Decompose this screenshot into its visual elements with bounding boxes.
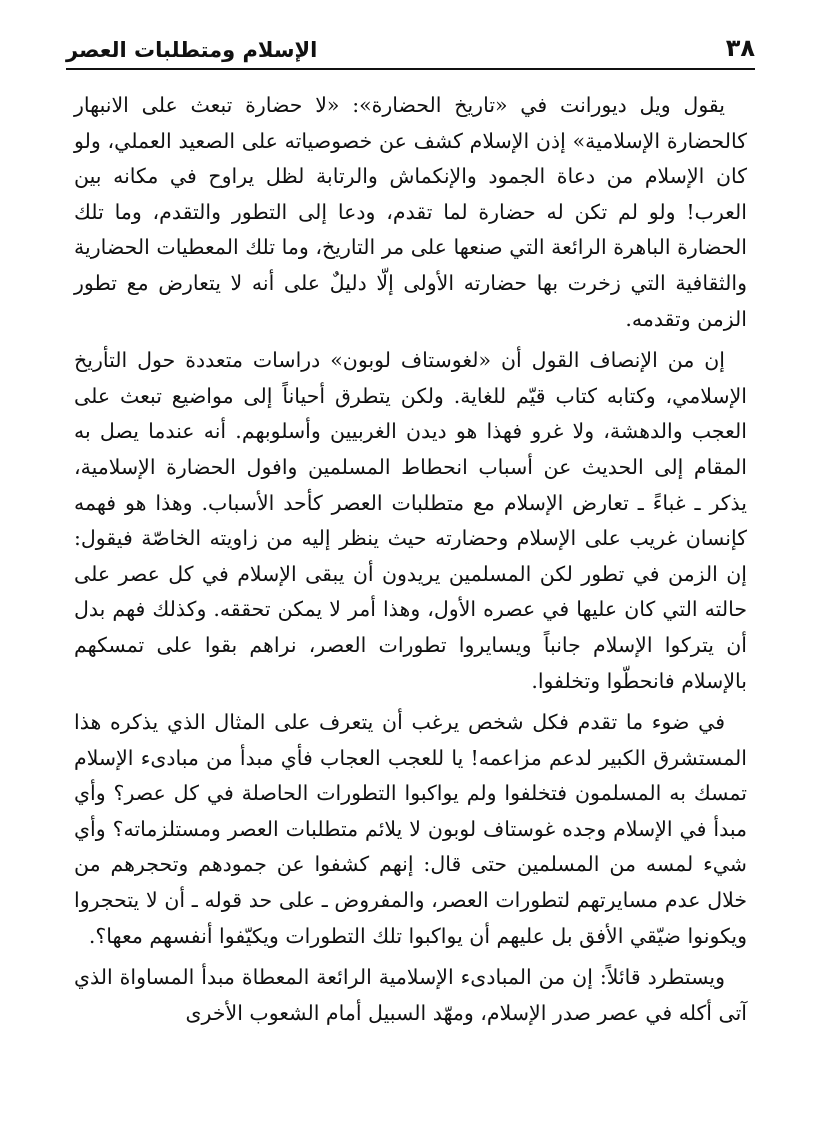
paragraph-1: يقول ويل ديورانت في «تاريخ الحضارة»: «لا حضارة تبعث على الانبهار كالحضارة الإسلامية» إذن الإسلام كشف عن خصوصياته على الصعيد العملي، ولو كان الإسلام من دعاة الجمود والإنكماش والرتابة لظل يراوح في مكانه بين العرب! ولو لم تكن له حضارة لما تقدم، ودعا إلى التطور والتقدم، وما تلك الحضارة الباهرة الرائعة التي صنعها على مر التاريخ، وما تلك المعطيات الحضارية والثقافية التي زخرت بها حضارته الأولى إلّا دليلٌ على أنه لا يتعارض مع تطور الزمن وتقدمه. — [74, 93, 747, 331]
paragraph-2: إن من الإنصاف القول أن «لغوستاف لوبون» دراسات متعددة حول التأريخ الإسلامي، وكتابه كتاب قيّم للغاية. ولكن يتطرق أحياناً إلى مواضيع تبعث على العجب والدهشة، ولا غرو فهذا هو ديدن الغربيين وأسلوبهم. أنه عندما يصل به المقام إلى الحديث عن أسباب انحطاط المسلمين وافول الحضارة الإسلامية، يذكر ـ غباءً ـ تعارض الإسلام مع متطلبات العصر كأحد الأسباب. وهذا هو فهمه كإنسان غريب على الإسلام وحضارته حيث ينظر إليه من زاويته الخاصّة فيقول: إن الزمن في تطور لكن المسلمين يريدون أن يبقى الإسلام في كل عصر على حالته التي كان عليها في عصره الأول، وهذا أمر لا يمكن تحققه. وكذلك فهم بدل أن يتركوا الإسلام جانباً ويسايروا تطورات العصر، نراهم بقوا على تمسكهم بالإسلام فانحطّوا وتخلفوا. — [74, 348, 747, 693]
header-title: الإسلام ومتطلبات العصر — [66, 38, 318, 62]
paragraph-4: ويستطرد قائلاً: إن من المبادىء الإسلامية الرائعة المعطاة مبدأ المساواة الذي آتى أكله في عصر صدر الإسلام، ومهّد السبيل أمام الشعوب الأخرى — [74, 965, 747, 1025]
running-header — [66, 22, 755, 70]
body-text — [74, 88, 747, 1037]
page-number: ٣٨ — [725, 34, 755, 62]
paragraph-3: في ضوء ما تقدم فكل شخص يرغب أن يتعرف على المثال الذي يذكره هذا المستشرق الكبير لدعم مزاعمه! يا للعجب العجاب فأي مبدأ من مبادىء الإسلام تمسك به المسلمون فتخلفوا ولم يواكبوا التطورات الحاصلة في كل عصر؟ وأي مبدأ في الإسلام وجده غوستاف لوبون لا يلائم متطلبات العصر ومستلزماته؟ وأي شيء لمسه من المسلمين حتى قال: إنهم كشفوا عن جمودهم وتحجرهم من خلال عدم مسايرتهم لتطورات العصر، والمفروض ـ على حد قوله ـ أن لا يتحجروا ويكونوا ضيّقي الأفق بل عليهم أن يواكبوا تلك التطورات ويكيّفوا أنفسهم معها؟. — [74, 710, 747, 948]
